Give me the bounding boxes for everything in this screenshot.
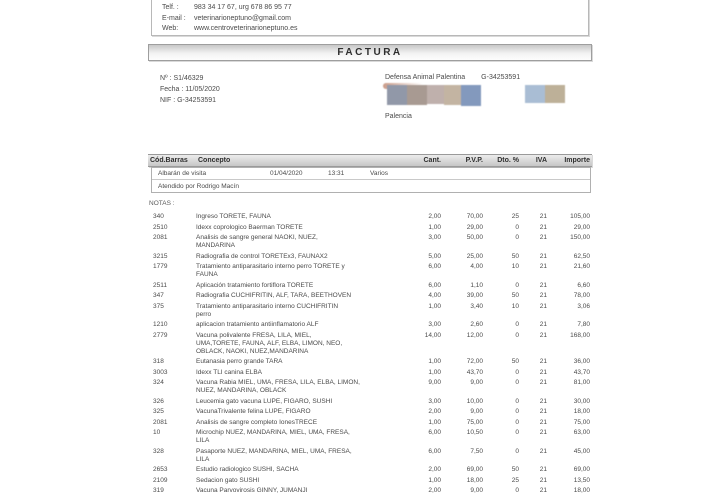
cell-concept: Tratamiento antiparasitario interno perro TORETE y FAUNA xyxy=(196,263,345,278)
invoice-nif: NIF : G-34253591 xyxy=(160,97,217,104)
cell-discount: 50 xyxy=(511,252,519,260)
cell-concept: Ingreso TORETE, FAUNA xyxy=(196,213,271,220)
cell-pvp: 1,10 xyxy=(470,281,483,289)
cell-barcode: 347 xyxy=(153,292,164,299)
cell-pvp: 70,00 xyxy=(466,213,483,220)
cell-quantity: 2,00 xyxy=(428,466,441,473)
cell-concept: Pasaporte NUEZ, MANDARINA, MIEL, UMA, FRESA, LILA xyxy=(196,447,352,463)
cell-concept: Vacuna Parvovirosis GINNY, JUMANJI xyxy=(196,487,308,494)
cell-importe: 78,00 xyxy=(573,292,590,299)
cell-pvp: 18,00 xyxy=(466,476,483,484)
cell-quantity: 5,00 xyxy=(428,252,441,260)
col-header-dto: Dto. % xyxy=(497,157,519,164)
cell-pvp: 50,00 xyxy=(466,234,483,241)
cell-barcode: 326 xyxy=(153,397,164,405)
cell-discount: 0 xyxy=(515,281,519,289)
cell-quantity: 2,00 xyxy=(428,408,441,415)
cell-barcode: 325 xyxy=(153,408,164,415)
notes-label: NOTAS : xyxy=(149,200,175,207)
table-row xyxy=(148,429,592,445)
cell-importe: 45,00 xyxy=(573,447,590,455)
client-city: Palencia xyxy=(385,113,412,120)
cell-quantity: 1,00 xyxy=(428,302,441,310)
cell-importe: 18,00 xyxy=(573,487,590,494)
cell-concept: Sedacion gato SUSHI xyxy=(196,476,260,484)
cell-barcode: 375 xyxy=(153,302,164,310)
cell-importe: 75,00 xyxy=(573,418,590,426)
col-header-concepto: Concepto xyxy=(198,157,231,164)
cell-quantity: 6,00 xyxy=(428,263,441,270)
cell-concept: Vacuna polivalente FRESA, LILA, MIEL, UMA,TORETE, FAUNA, ALF, ELBA, LIMON, NEO, OBLACK, NAOKI, NUEZ,MANDARINA xyxy=(196,331,343,355)
cell-importe: 63,00 xyxy=(573,429,590,436)
table-row xyxy=(148,487,592,495)
cell-discount: 0 xyxy=(515,379,519,386)
cell-iva: 21 xyxy=(539,408,547,415)
cell-pvp: 9,00 xyxy=(470,379,483,386)
cell-importe: 29,00 xyxy=(573,223,590,231)
cell-concept: Tratamiento antiparasitario interno CUCHIFRITIN perro xyxy=(196,302,339,318)
cell-iva: 21 xyxy=(539,321,547,328)
cell-concept: Eutanasia perro grande TARA xyxy=(196,358,283,365)
cell-barcode: 1210 xyxy=(153,321,168,328)
cell-iva: 21 xyxy=(539,292,547,299)
cell-pvp: 7,50 xyxy=(470,447,483,455)
cell-discount: 50 xyxy=(511,466,519,473)
cell-iva: 21 xyxy=(539,466,547,473)
client-header xyxy=(385,73,585,82)
cell-discount: 0 xyxy=(515,418,519,426)
cell-concept: Estudio radiologico SUSHI, SACHA xyxy=(196,466,299,473)
cell-discount: 25 xyxy=(511,476,519,484)
cell-quantity: 3,00 xyxy=(428,397,441,405)
cell-barcode: 2779 xyxy=(153,331,168,339)
cell-quantity: 9,00 xyxy=(428,379,441,386)
cell-iva: 21 xyxy=(539,429,547,436)
cell-iva: 21 xyxy=(539,358,547,365)
cell-barcode: 2510 xyxy=(153,223,168,231)
cell-iva: 21 xyxy=(539,331,547,339)
cell-pvp: 4,00 xyxy=(470,263,483,270)
cell-importe: 21,60 xyxy=(573,263,590,270)
email-value: veterinarioneptuno@gmail.com xyxy=(193,14,291,22)
cell-iva: 21 xyxy=(539,397,547,405)
cell-quantity: 3,00 xyxy=(428,321,441,328)
cell-concept: aplicacion tratamiento antiinflamatorio ALF xyxy=(196,321,319,328)
cell-concept: Aplicación tratamiento fortiflora TORETE xyxy=(196,281,314,289)
table-row xyxy=(148,224,592,232)
cell-concept: VacunaTrivalente felina LUPE, FIGARO xyxy=(196,408,311,415)
cell-concept: Radiografia de control TORETEx3, FAUNAX2 xyxy=(196,252,328,260)
cell-concept: Microchip NUEZ, MANDARINA, MIEL, UMA, FRESA, LILA xyxy=(196,429,350,444)
cell-iva: 21 xyxy=(539,281,547,289)
table-row xyxy=(148,419,592,427)
table-row xyxy=(148,379,592,395)
cell-quantity: 1,00 xyxy=(428,223,441,231)
table-row xyxy=(148,282,592,290)
document-title-bar xyxy=(148,44,592,61)
invoice-meta xyxy=(160,73,370,141)
cell-importe: 3,06 xyxy=(577,302,590,310)
cell-pvp: 29,00 xyxy=(466,223,483,231)
cell-concept: Radiografia CUCHIFRITIN, ALF, TARA, BEETHOVEN xyxy=(196,292,352,299)
table-row xyxy=(148,292,592,300)
visit-summary-row xyxy=(152,168,590,180)
cell-importe: 7,80 xyxy=(577,321,590,328)
cell-discount: 0 xyxy=(515,223,519,231)
cell-discount: 10 xyxy=(511,263,519,270)
cell-quantity: 3,00 xyxy=(428,234,441,241)
cell-barcode: 319 xyxy=(153,487,164,494)
cell-pvp: 10,00 xyxy=(466,397,483,405)
visit-time: 13:31 xyxy=(328,170,345,177)
cell-quantity: 4,00 xyxy=(428,292,441,299)
cell-iva: 21 xyxy=(539,213,547,220)
email-label: E-mail : xyxy=(162,14,186,22)
visit-date: 01/04/2020 xyxy=(270,170,303,177)
invoice-rows xyxy=(148,213,592,495)
table-row xyxy=(148,398,592,406)
cell-quantity: 2,00 xyxy=(428,487,441,494)
cell-importe: 150,00 xyxy=(570,234,590,241)
cell-discount: 0 xyxy=(515,487,519,494)
phone-value: 983 34 17 67, urg 678 86 95 77 xyxy=(193,4,292,11)
web-label: Web: xyxy=(162,25,179,32)
cell-importe: 13,50 xyxy=(573,476,590,484)
cell-iva: 21 xyxy=(539,368,547,376)
cell-quantity: 14,00 xyxy=(424,331,441,339)
cell-iva: 21 xyxy=(539,263,547,270)
client-name: Defensa Animal Palentina xyxy=(385,74,466,81)
visit-attended-by: Atendido por Rodrigo Macín xyxy=(158,182,239,190)
cell-iva: 21 xyxy=(539,302,547,310)
table-row xyxy=(148,234,592,250)
client-code: G-34253591 xyxy=(481,74,521,81)
cell-quantity: 6,00 xyxy=(428,281,441,289)
cell-iva: 21 xyxy=(539,418,547,426)
cell-iva: 21 xyxy=(539,487,547,494)
cell-pvp: 69,00 xyxy=(466,466,483,473)
cell-discount: 50 xyxy=(511,358,519,365)
clinic-email xyxy=(162,14,588,25)
col-header-cant: Cant. xyxy=(423,157,441,164)
redacted-address-block xyxy=(385,85,585,107)
cell-pvp: 10,50 xyxy=(466,429,483,436)
cell-pvp: 72,00 xyxy=(466,358,483,365)
cell-pvp: 25,00 xyxy=(466,252,483,260)
table-row xyxy=(148,477,592,485)
cell-barcode: 324 xyxy=(153,379,164,386)
cell-barcode: 340 xyxy=(153,213,164,220)
table-row xyxy=(148,448,592,464)
cell-importe: 43,70 xyxy=(573,368,590,376)
table-header xyxy=(148,154,592,167)
cell-quantity: 1,00 xyxy=(428,358,441,365)
visit-type: Albarán de visita xyxy=(158,170,207,177)
cell-discount: 0 xyxy=(515,331,519,339)
cell-discount: 0 xyxy=(515,368,519,376)
cell-barcode: 3003 xyxy=(153,368,168,376)
cell-pvp: 39,00 xyxy=(466,292,483,299)
cell-concept: Analisis de sangre general NAOKI, NUEZ, MANDARINA xyxy=(196,234,318,249)
cell-iva: 21 xyxy=(539,252,547,260)
client-block xyxy=(385,73,585,141)
cell-quantity: 6,00 xyxy=(428,447,441,455)
table-row xyxy=(148,263,592,279)
cell-iva: 21 xyxy=(539,476,547,484)
cell-discount: 0 xyxy=(515,408,519,415)
table-row xyxy=(148,303,592,319)
clinic-contact-box xyxy=(151,0,589,36)
clinic-phone xyxy=(162,3,588,14)
cell-importe: 6,60 xyxy=(577,281,590,289)
cell-discount: 50 xyxy=(511,292,519,299)
cell-concept: Vacuna Rabia MIEL, UMA, FRESA, LILA, ELBA, LIMON, NUEZ, MANDARINA, OBLACK xyxy=(196,379,360,394)
cell-quantity: 1,00 xyxy=(428,476,441,484)
cell-importe: 36,00 xyxy=(573,358,590,365)
col-header-codbarras: Cód.Barras xyxy=(150,157,188,164)
cell-pvp: 9,00 xyxy=(470,408,483,415)
cell-importe: 62,50 xyxy=(573,252,590,260)
cell-barcode: 2653 xyxy=(153,466,168,473)
cell-quantity: 6,00 xyxy=(428,429,441,436)
cell-pvp: 2,60 xyxy=(470,321,483,328)
cell-discount: 25 xyxy=(511,213,519,220)
col-header-pvp: P.V.P. xyxy=(465,157,483,164)
cell-pvp: 12,00 xyxy=(466,331,483,339)
cell-barcode: 10 xyxy=(153,429,161,436)
cell-quantity: 1,00 xyxy=(428,418,441,426)
cell-importe: 81,00 xyxy=(573,379,590,386)
table-row xyxy=(148,213,592,221)
table-row xyxy=(148,358,592,366)
cell-barcode: 2511 xyxy=(153,281,167,289)
visit-attended-row xyxy=(152,180,590,192)
clinic-web xyxy=(162,24,588,35)
cell-iva: 21 xyxy=(539,379,547,386)
invoice-number: Nº : S1/46329 xyxy=(160,75,204,82)
cell-importe: 168,00 xyxy=(570,331,590,339)
phone-label: Telf. : xyxy=(162,4,179,11)
invoice-date: Fecha : 11/05/2020 xyxy=(160,86,220,93)
table-row xyxy=(148,369,592,377)
cell-discount: 0 xyxy=(515,429,519,436)
web-value: www.centroveterinarioneptuno.es xyxy=(193,25,298,32)
cell-discount: 0 xyxy=(515,397,519,405)
cell-discount: 0 xyxy=(515,321,519,328)
cell-barcode: 2081 xyxy=(153,418,168,426)
cell-importe: 30,00 xyxy=(573,397,590,405)
document-body xyxy=(148,0,592,498)
cell-pvp: 43,70 xyxy=(466,368,483,376)
table-row xyxy=(148,332,592,356)
col-header-iva: IVA xyxy=(535,157,547,164)
cell-concept: Idexx coprologico Baerman TORETE xyxy=(196,223,303,231)
cell-barcode: 3215 xyxy=(153,252,168,260)
table-row xyxy=(148,321,592,329)
cell-importe: 18,00 xyxy=(573,408,590,415)
table-row xyxy=(148,466,592,474)
cell-concept: Idexx TLI canina ELBA xyxy=(196,368,263,376)
cell-barcode: 328 xyxy=(153,447,164,455)
cell-discount: 10 xyxy=(511,302,519,310)
cell-importe: 69,00 xyxy=(573,466,590,473)
cell-concept: Analisis de sangre completo IonesTRECE xyxy=(196,418,318,426)
invoice-info-section xyxy=(148,73,592,141)
cell-iva: 21 xyxy=(539,223,547,231)
cell-discount: 0 xyxy=(515,234,519,241)
cell-barcode: 2109 xyxy=(153,476,168,484)
cell-barcode: 1779 xyxy=(153,263,168,270)
cell-iva: 21 xyxy=(539,447,547,455)
document-title: FACTURA xyxy=(337,47,403,58)
cell-importe: 105,00 xyxy=(570,213,590,220)
cell-barcode: 318 xyxy=(153,358,164,365)
col-header-importe: Importe xyxy=(564,157,590,164)
cell-pvp: 9,00 xyxy=(470,487,483,494)
cell-quantity: 2,00 xyxy=(428,213,441,220)
table-row xyxy=(148,253,592,261)
visit-info-box xyxy=(151,167,591,193)
cell-quantity: 1,00 xyxy=(428,368,441,376)
visit-mode: Varios xyxy=(370,170,388,177)
cell-concept: Leucemia gato vacuna LUPE, FIGARO, SUSHI xyxy=(196,397,333,405)
cell-pvp: 3,40 xyxy=(470,302,483,310)
cell-pvp: 75,00 xyxy=(466,418,483,426)
cell-iva: 21 xyxy=(539,234,547,241)
table-row xyxy=(148,408,592,416)
cell-discount: 0 xyxy=(515,447,519,455)
cell-barcode: 2081 xyxy=(153,234,168,241)
